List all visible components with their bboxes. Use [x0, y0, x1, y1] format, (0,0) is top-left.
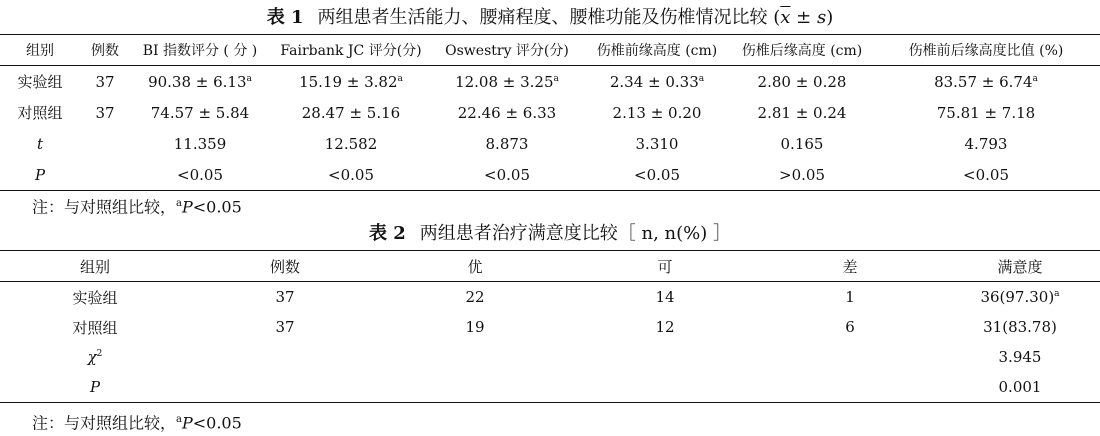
table2-number: 表 2: [368, 223, 406, 244]
significance-mark: a: [397, 73, 403, 84]
table2-header-cell: 满意度: [940, 251, 1100, 282]
table1-header-cell: 组别: [0, 35, 80, 66]
table-cell-value: 12.08 ± 3.25: [455, 72, 554, 91]
table1-stat-pm: ±: [790, 7, 817, 28]
table-row: [0, 342, 1100, 372]
table-cell: 实验组: [17, 73, 63, 91]
table-cell: [760, 342, 940, 372]
table2-note-mark: a: [176, 414, 182, 425]
table-cell: 22: [465, 288, 485, 306]
significance-mark: a: [1054, 289, 1060, 299]
table-cell: [270, 66, 432, 98]
table-cell: 14: [655, 288, 675, 306]
significance-mark: a: [246, 73, 252, 84]
table1-note-value: <0.05: [192, 197, 242, 217]
table-cell-value: 83.57 ± 6.74: [934, 72, 1033, 91]
table-cell: <0.05: [130, 159, 270, 191]
table-cell: 2.81 ± 0.24: [757, 103, 847, 122]
table1-header-row: [0, 35, 1100, 66]
table-cell: 3.310: [635, 134, 679, 153]
table-cell: 37: [95, 72, 115, 91]
table-cell: [380, 342, 570, 372]
table-cell: 实验组: [72, 288, 118, 307]
table-cell: [80, 128, 130, 159]
table-cell-value: 2.34 ± 0.33: [609, 72, 699, 91]
table-cell: 74.57 ± 5.84: [150, 103, 250, 122]
table-cell: 12: [655, 318, 675, 336]
table-row: [0, 128, 1100, 159]
table1-header-cell: BI 指数评分 ( 分 ): [130, 35, 270, 66]
table-cell: [582, 66, 732, 98]
table1-title: 两组患者生活能力、腰痛程度、腰椎功能及伤椎情况比较: [317, 7, 768, 28]
table-cell-value: 90.38 ± 6.13: [148, 72, 247, 91]
table-row: [0, 159, 1100, 191]
table1-stat-open: (: [773, 7, 781, 28]
table-cell: 19: [465, 318, 485, 336]
table-cell: 1: [845, 288, 855, 306]
table2-title: 两组患者治疗满意度比较［ n, n(%) ］: [419, 223, 732, 244]
table-cell: 12.582: [324, 134, 378, 153]
table2-note-prefix: 注：与对照组比较，: [32, 413, 177, 433]
table-row: [0, 282, 1100, 313]
table-cell: 6: [845, 318, 855, 336]
table-cell: <0.05: [270, 159, 432, 191]
table-cell: 对照组: [17, 104, 63, 122]
table-cell: [130, 66, 270, 98]
table-cell: 37: [275, 318, 295, 336]
table2-note-p: P: [181, 413, 193, 433]
table1-header-cell: 伤椎前后缘高度比值 (%): [872, 35, 1100, 66]
table1-note: [32, 194, 242, 217]
table1-header-cell: Oswestry 评分(分): [432, 35, 582, 66]
table2-header-cell: 组别: [0, 251, 190, 282]
table-cell: <0.05: [582, 159, 732, 191]
table-cell: 3.945: [998, 348, 1042, 366]
table2: [0, 250, 1100, 403]
table2-note-value: <0.05: [192, 413, 242, 433]
table1-header-cell: 例数: [80, 35, 130, 66]
table-cell: 31(83.78): [983, 318, 1057, 336]
table-cell: [80, 159, 130, 191]
table-cell: [190, 372, 380, 403]
table-cell: 37: [95, 103, 115, 122]
table-row: [0, 312, 1100, 342]
table-cell: [570, 372, 760, 403]
table2-header-cell: 可: [570, 251, 760, 282]
table1-caption: [0, 6, 1100, 30]
table-cell: [872, 66, 1100, 98]
table-cell: 对照组: [72, 318, 118, 337]
table-cell: <0.05: [432, 159, 582, 191]
table1-note-prefix: 注：与对照组比较，: [32, 197, 177, 217]
table-cell: 0.165: [780, 134, 824, 153]
table2-header-row: [0, 251, 1100, 282]
table-cell: 8.873: [485, 134, 529, 153]
table-cell: 2.13 ± 0.20: [612, 103, 702, 122]
table2-header-cell: 差: [760, 251, 940, 282]
table-cell: [0, 342, 190, 372]
table-cell-value: χ: [87, 348, 97, 366]
table1-header-cell: 伤椎前缘高度 (cm): [582, 35, 732, 66]
table1: [0, 34, 1100, 191]
table-cell: [432, 66, 582, 98]
table1-header-cell: Fairbank JC 评分(分): [270, 35, 432, 66]
table-cell: 0.001: [940, 372, 1100, 403]
table-cell: [190, 342, 380, 372]
significance-mark: a: [1032, 73, 1038, 84]
table1-stat-s: s: [816, 7, 827, 28]
significance-mark: a: [553, 73, 559, 84]
table-cell: [940, 282, 1100, 313]
table-cell: 4.793: [964, 134, 1008, 153]
chi-square-exponent: 2: [96, 349, 103, 359]
table-cell: 37: [275, 288, 295, 306]
table-cell-value: 15.19 ± 3.82: [299, 72, 398, 91]
table1-stat-xbar: $\overline{x}$: [780, 7, 791, 28]
table-cell: t: [36, 134, 44, 153]
table-cell: [760, 372, 940, 403]
table2-header-cell: 例数: [190, 251, 380, 282]
significance-mark: a: [698, 73, 705, 84]
table-row: [0, 66, 1100, 98]
table-cell: <0.05: [872, 159, 1100, 191]
table1-note-p: P: [181, 197, 193, 217]
table2-note: [32, 410, 242, 433]
table-cell: 28.47 ± 5.16: [301, 103, 401, 122]
table-cell: P: [0, 159, 80, 191]
table1-header-cell: 伤椎后缘高度 (cm): [732, 35, 872, 66]
table-row: [0, 372, 1100, 403]
table-cell: 11.359: [173, 134, 227, 153]
table-cell: P: [0, 372, 190, 403]
table2-caption: [0, 222, 1100, 246]
table1-stat-close: ): [826, 7, 834, 28]
table-cell: >0.05: [732, 159, 872, 191]
table1-number: 表 1: [266, 7, 304, 28]
table2-header-cell: 优: [380, 251, 570, 282]
table-cell: 75.81 ± 7.18: [936, 103, 1036, 122]
table-cell: [380, 372, 570, 403]
table1-note-mark: a: [176, 198, 182, 209]
table-cell-value: 36(97.30): [980, 288, 1055, 306]
table-row: [0, 97, 1100, 128]
table-cell: 22.46 ± 6.33: [457, 103, 557, 122]
table-cell: 2.80 ± 0.28: [757, 72, 847, 91]
table-cell: [570, 342, 760, 372]
